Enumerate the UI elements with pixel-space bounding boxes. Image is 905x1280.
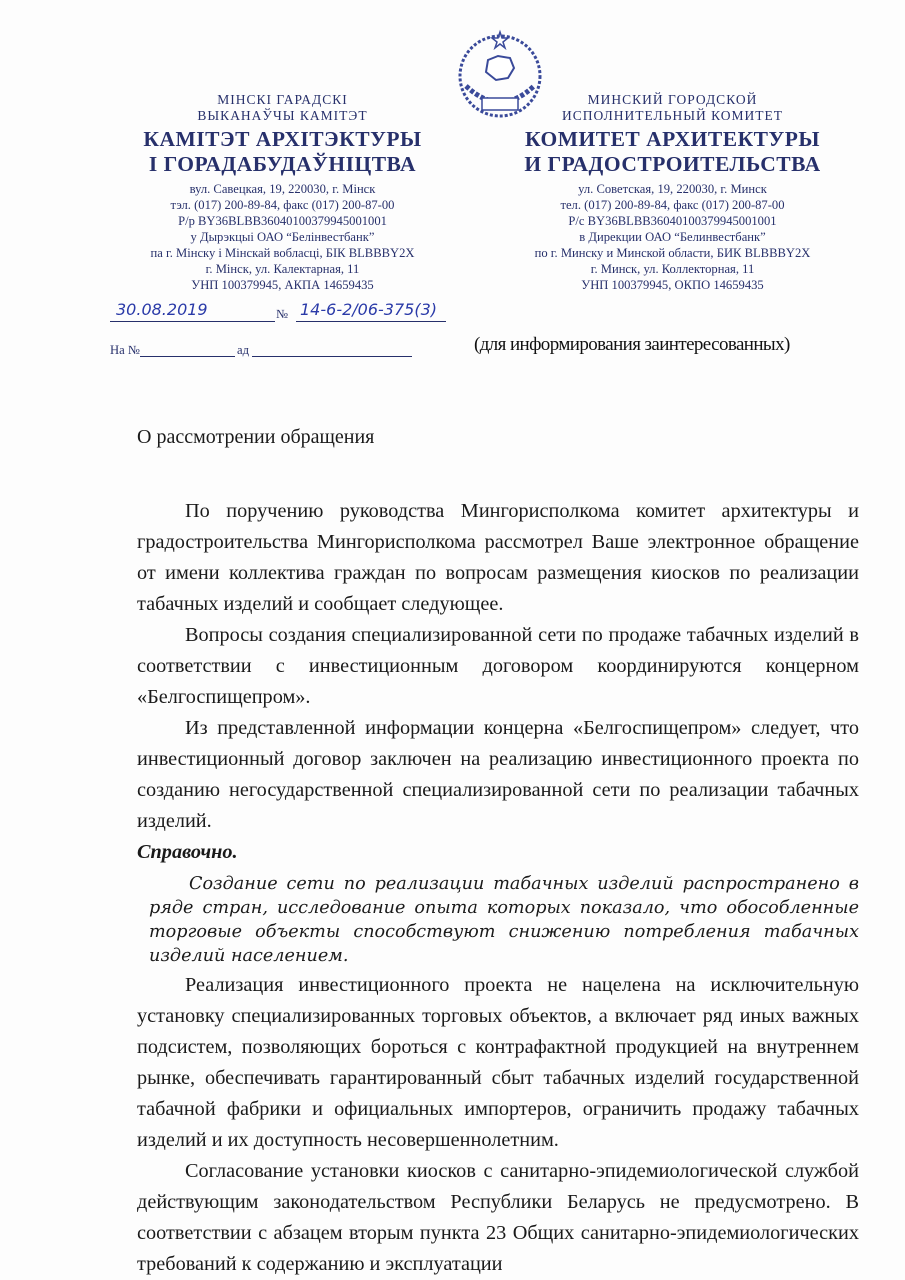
recipient-note: (для информирования заинтересованных) [474,334,790,355]
reference-line [140,356,235,357]
reference-label: На № [110,343,140,357]
department-name: КОМИТЕТ АРХИТЕКТУРЫ И ГРАДОСТРОИТЕЛЬСТВА [524,127,821,176]
number-label: № [276,307,289,321]
address-block: вул. Савецкая, 19, 220030, г. Мінск тэл. (017) 200-89-84, факс (017) 200-87-00 Р/р BY36BLBB36040100379945001001 у Дырэкцыі ОАО “Белінвестбанк” па г. Мінску і Мінскай вобласці, БІК BLBBBY2X г. Мінск, ул. Калектарная, 11 УНП 100379945, АКПА 14659435 [150,182,415,292]
letter-body [137,496,859,1280]
paragraph: Из представленной информации концерна «Белгоспищепром» следует, что инвестиционный договор заключен на реализацию инвестиционного проекта по созданию негосударственной специализированной сети по реализации табачных изделий. [137,717,859,832]
date-line [110,321,275,322]
paragraph: Согласование установки киосков с санитарно-эпидемиологической службой действующим законодательством Республики Беларусь не предусмотрено. В соответствии с абзацем вторым пункта 23 Общих санитарно-эпидемиологических требований к содержанию и эксплуатации [137,1160,859,1275]
from-label: ад [237,343,249,357]
paragraph: Реализация инвестиционного проекта не нацелена на исключительную установку специализированных торговых объектов, а включает ряд иных важных подсистем, позволяющих бороться с контрафактной продукцией на внутреннем рынке, обеспечивать гарантированный сбыт табачных изделий государственной табачной фабрики и официальных импортеров, ограничить продажу табачных изделий и их доступность несовершеннолетним. [137,974,859,1151]
from-line [252,356,412,357]
number-line [296,321,446,322]
reference-label: Справочно. [137,841,238,863]
reference-text: Создание сети по реализации табачных изделий распространено в ряде стран, исследование опыта которых показало, что обособленные торговые объекты способствуют снижению потребления табачных изделий населением. [149,874,859,966]
address-block: ул. Советская, 19, 220030, г. Минск тел. (017) 200-89-84, факс (017) 200-87-00 Р/с BY36BLBB36040100379945001001 в Дирекции ОАО “Белинвестбанк” по г. Минску и Минской области, БИК BLBBBY2X г. Минск, ул. Коллекторная, 11 УНП 100379945, ОКПО 14659435 [534,182,811,292]
handwritten-number: 14-6-2/06-375(3) [300,300,437,319]
letter-subject: О рассмотрении обращения [137,426,375,448]
department-name: КАМІТЭТ АРХІТЭКТУРЫ І ГОРАДАБУДАЎНІЦТВА [143,127,422,176]
handwritten-date: 30.08.2019 [116,300,208,319]
org-name: МІНСКІ ГАРАДСКІ ВЫКАНАЎЧЫ КАМІТЭТ [197,92,368,123]
letterhead-russian [490,92,855,293]
paragraph: По поручению руководства Мингорисполкома комитет архитектуры и градостроительства Мингорисполкома рассмотрел Ваше электронное обращение от имени коллектива граждан по вопросам размещения киосков по реализации табачных изделий и сообщает следующее. [137,500,859,615]
org-name: МИНСКИЙ ГОРОДСКОЙ ИСПОЛНИТЕЛЬНЫЙ КОМИТЕТ [561,92,783,123]
paragraph: Вопросы создания специализированной сети по продаже табачных изделий в соответствии с инвестиционным договором координируются концерном «Белгоспищепром». [137,624,859,708]
letterhead-belarusian [130,92,435,293]
